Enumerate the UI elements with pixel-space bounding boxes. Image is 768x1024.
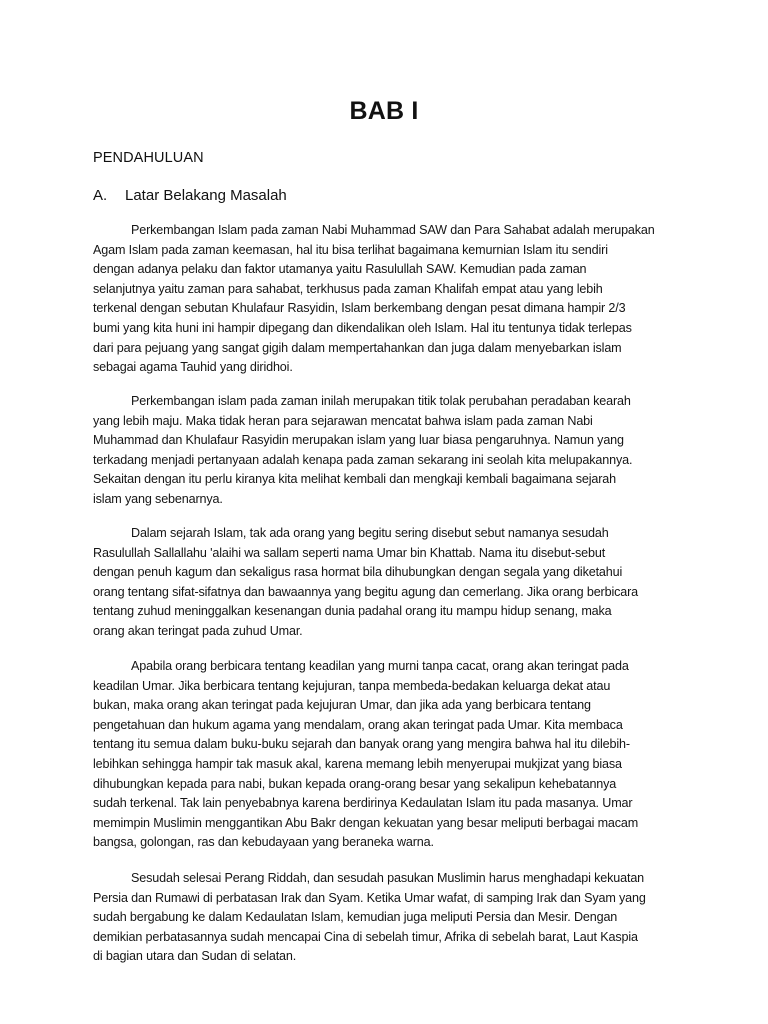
paragraph-line: dengan penuh kagum dan sekaligus rasa hormat bila dihubungkan dengan segala yang diketahui bbox=[93, 565, 623, 580]
paragraph-line: pengetahuan dan hukum agama yang mendalam, orang akan teringat pada Umar. Kita membaca bbox=[93, 717, 623, 732]
paragraph-line: sudah bergabung ke dalam Kedaulatan Islam, kemudian juga meliputi Persia dan Mesir. Dengan bbox=[93, 910, 618, 925]
paragraph-line: islam yang sebenarnya. bbox=[93, 491, 223, 506]
paragraph-line: orang tentang sifat-sifatnya dan bawaannya yang begitu agung dan cemerlang. Jika orang berbicara bbox=[93, 584, 639, 599]
subsection-heading bbox=[93, 186, 287, 206]
paragraph-line: Sekaitan dengan itu perlu kiranya kita melihat kembali dan mengkaji kembali bagaimana sejarah bbox=[93, 472, 616, 487]
subsection-number: A. bbox=[93, 187, 108, 204]
paragraph-line: Dalam sejarah Islam, tak ada orang yang begitu sering disebut sebut namanya sesudah bbox=[131, 526, 609, 540]
paragraph-line: memimpin Muslimin menggantikan Abu Bakr dengan kekuatan yang besar meliputi berbagai macam bbox=[93, 815, 639, 830]
paragraph-line: selanjutnya yaitu zaman para sahabat, terkhusus pada zaman Khalifah empat atau yang lebih bbox=[93, 281, 603, 296]
paragraph-line: Persia dan Rumawi di perbatasan Irak dan Syam. Ketika Umar wafat, di samping Irak dan Syam yang bbox=[93, 890, 646, 905]
paragraph-line: yang lebih maju. Maka tidak heran para sejarawan mencatat bahwa islam pada zaman Nabi bbox=[93, 413, 593, 428]
paragraph-line: sebagai agama Tauhid yang diridhoi. bbox=[93, 360, 293, 375]
paragraph-line: Sesudah selesai Perang Riddah, dan sesudah pasukan Muslimin harus menghadapi kekuatan bbox=[131, 871, 645, 885]
paragraph-line: tentang itu semua dalam buku-buku sejarah dan banyak orang yang mengira bahwa hal itu dilebih- bbox=[93, 737, 630, 752]
paragraph-line: terkenal dengan sebutan Khulafaur Rasyidin, Islam berkembang dengan pesat dimana hampir 2/3 bbox=[93, 301, 626, 316]
paragraph-line: terkadang menjadi pertanyaan adalah kenapa pada zaman sekarang ini seolah kita melupakannya. bbox=[93, 452, 633, 467]
paragraph-line: bukan, maka orang akan teringat pada kejujuran Umar, dan jika ada yang berbicara tentang bbox=[93, 698, 591, 713]
paragraph-line: Perkembangan islam pada zaman inilah merupakan titik tolak perubahan peradaban kearah bbox=[131, 394, 631, 408]
paragraph-line: orang akan teringat pada zuhud Umar. bbox=[93, 623, 303, 638]
paragraph-line: bumi yang kita huni ini hampir dipegang dan dikendalikan oleh Islam. Hal itu tentunya tidak terlepas bbox=[93, 320, 632, 335]
paragraph-line: dihubungkan kepada para nabi, bukan kepada orang-orang besar yang sekalipun kehebatannya bbox=[93, 776, 617, 791]
paragraph-line: Agam Islam pada zaman keemasan, hal itu bisa terlihat bagaimana kemurnian Islam itu sendiri bbox=[93, 242, 608, 257]
paragraph-line: dari para pejuang yang sangat gigih dalam mempertahankan dan juga dalam menyebarkan islam bbox=[93, 340, 622, 355]
paragraph-2 bbox=[93, 392, 693, 510]
paragraph-line: Muhammad dan Khulafaur Rasyidin merupakan islam yang luar biasa pengaruhnya. Namun yang bbox=[93, 433, 624, 448]
paragraph-1 bbox=[93, 221, 693, 378]
paragraph-line: dengan adanya pelaku dan faktor utamanya yaitu Rasulullah SAW. Kemudian pada zaman bbox=[93, 262, 587, 277]
paragraph-line: bangsa, golongan, ras dan kebudayaan yang beraneka warna. bbox=[93, 835, 434, 850]
paragraph-line: keadilan Umar. Jika berbicara tentang kejujuran, tanpa membeda-bedakan keluarga dekat atau bbox=[93, 678, 611, 693]
paragraph-3 bbox=[93, 524, 693, 642]
paragraph-line: demikian perbatasannya sudah mencapai Cina di sebelah timur, Afrika di sebelah barat, Laut Kaspia bbox=[93, 929, 638, 944]
paragraph-line: lebihkan sehingga hampir tak masuk akal, karena memang lebih menyerupai mukjizat yang biasa bbox=[93, 756, 622, 771]
paragraph-line: sudah terkenal. Tak lain penyebabnya karena berdirinya Kedaulatan Islam itu pada masanya. Umar bbox=[93, 796, 633, 811]
paragraph-4 bbox=[93, 657, 693, 853]
paragraph-line: di bagian utara dan Sudan di selatan. bbox=[93, 949, 297, 964]
paragraph-line: Perkembangan Islam pada zaman Nabi Muhammad SAW dan Para Sahabat adalah merupakan bbox=[131, 223, 655, 237]
subsection-title: Latar Belakang Masalah bbox=[125, 187, 287, 204]
paragraph-5 bbox=[93, 869, 693, 967]
section-heading: PENDAHULUAN bbox=[93, 150, 204, 166]
paragraph-line: Rasulullah Sallallahu 'alaihi wa sallam seperti nama Umar bin Khattab. Nama itu disebut-sebut bbox=[93, 545, 606, 560]
paragraph-line: Apabila orang berbicara tentang keadilan yang murni tanpa cacat, orang akan teringat pada bbox=[131, 659, 629, 673]
chapter-title: BAB I bbox=[349, 97, 419, 125]
paragraph-line: tentang zuhud meninggalkan kesenangan dunia padahal orang itu mampu hidup senang, maka bbox=[93, 604, 612, 619]
